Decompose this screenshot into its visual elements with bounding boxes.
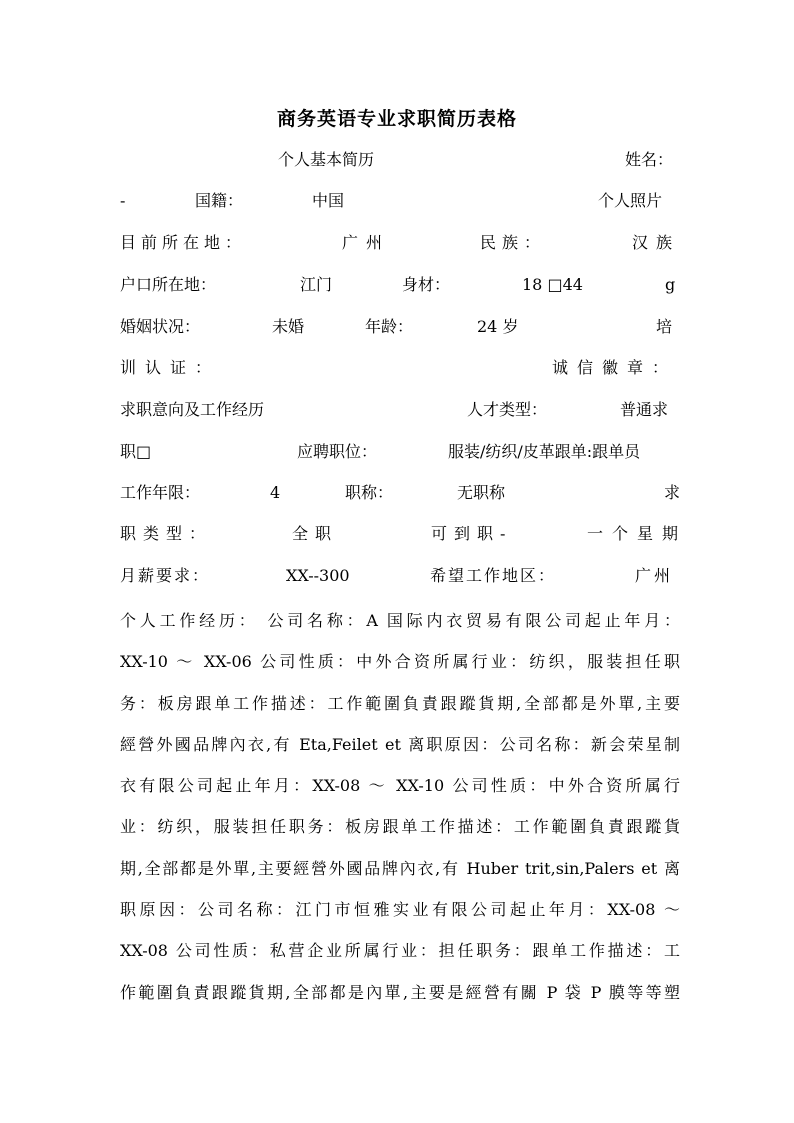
label-training-cert: 训认证：	[120, 358, 221, 377]
label-age: 年龄：	[365, 317, 414, 336]
label-basic-resume: 个人基本简历	[278, 150, 375, 169]
label-job-intent: 求职意向及工作经历	[120, 400, 265, 419]
value-unit-g: g	[665, 275, 676, 294]
paragraph-line: 个人工作经历： 公司名称：A 国际内衣贸易有限公司起止年月：	[120, 611, 680, 630]
label-name: 姓名：	[625, 150, 674, 169]
row-experience	[120, 481, 681, 505]
value-marital: 未婚	[272, 317, 305, 336]
label-title: 职称：	[345, 483, 394, 502]
value-stature: 18 □44	[522, 275, 583, 294]
label-current-location: 目前所在地：	[120, 233, 247, 252]
label-stature: 身材：	[402, 275, 451, 294]
label-available: 可到职-	[431, 524, 513, 543]
paragraph-line: XX-10 ～ XX-06 公司性质：中外合资所属行业：纺织，服装担任职	[120, 652, 680, 672]
paragraph-line: 經營外國品牌內衣,有 Eta,Feilet et 离职原因：公司名称：新会荣星制	[120, 734, 680, 754]
text-position-prefix: 职□	[120, 442, 152, 461]
label-integrity-badge: 诚信徽章：	[552, 358, 678, 377]
value-years-worked: 4	[270, 483, 281, 502]
row-job-intent	[120, 398, 676, 422]
label-years-worked: 工作年限：	[120, 483, 201, 502]
value-salary: XX--300	[286, 566, 350, 585]
label-applied-position: 应聘职位：	[297, 442, 378, 461]
label-job-type: 职类型：	[120, 524, 213, 543]
text-pei: 培	[656, 317, 673, 336]
row-salary	[120, 564, 676, 588]
paragraph-line: 期,全部都是外單,主要經營外國品牌內衣,有 Huber trit,sin,Palers et 离	[120, 858, 680, 878]
value-age: 24 岁	[477, 317, 519, 336]
value-title: 无职称	[457, 483, 506, 502]
work-history-paragraph	[120, 600, 680, 1013]
paragraph-line: 衣有限公司起止年月：XX-08 ～ XX-10 公司性质：中外合资所属行	[120, 776, 680, 796]
row-basic-info	[120, 148, 676, 172]
paragraph-line: XX-08 公司性质：私营企业所属行业：担任职务：跟单工作描述：工	[120, 941, 680, 961]
label-desired-area: 希望工作地区：	[430, 566, 557, 585]
paragraph-line: 业：纺织，服装担任职务：板房跟单工作描述：工作範圍負責跟蹤貨	[120, 817, 680, 837]
value-available: 一个星期	[587, 524, 688, 543]
row-nationality	[120, 189, 676, 213]
value-job-type: 全职	[292, 524, 339, 543]
value-nationality: 中国	[312, 191, 345, 210]
paragraph-line: 作範圍負責跟蹤貨期,全部都是內單,主要是經營有關 P 袋 P 膜等等塑	[120, 982, 680, 1002]
label-nationality: 国籍：	[195, 191, 244, 210]
row-location	[120, 231, 681, 255]
row-marital	[120, 315, 676, 339]
label-photo: 个人照片	[598, 191, 663, 210]
label-marital: 婚姻状况：	[120, 317, 201, 336]
value-ethnicity: 汉族	[632, 233, 681, 252]
row-certification	[120, 356, 676, 380]
value-hukou: 江门	[300, 275, 333, 294]
value-applied-position: 服装/纺织/皮革跟单:跟单员	[448, 442, 641, 461]
row-job-type	[120, 522, 688, 546]
label-salary: 月薪要求：	[120, 566, 211, 585]
row-hukou	[120, 273, 676, 297]
row-position	[120, 440, 676, 464]
paragraph-line: 职原因：公司名称：江门市恒雅实业有限公司起止年月：XX-08 ～	[120, 900, 680, 920]
value-talent-type: 普通求	[620, 400, 669, 419]
label-ethnicity: 民族：	[480, 233, 547, 252]
value-current-location: 广州	[342, 233, 391, 252]
dash-text: -	[120, 191, 126, 210]
page-title: 商务英语专业求职简历表格	[276, 108, 517, 130]
value-desired-area: 广州	[635, 566, 674, 585]
label-hukou: 户口所在地：	[120, 275, 217, 294]
paragraph-line: 务：板房跟单工作描述：工作範圍負責跟蹤貨期,全部都是外單,主要	[120, 693, 680, 713]
text-qiu: 求	[664, 483, 681, 502]
label-talent-type: 人才类型：	[467, 400, 548, 419]
